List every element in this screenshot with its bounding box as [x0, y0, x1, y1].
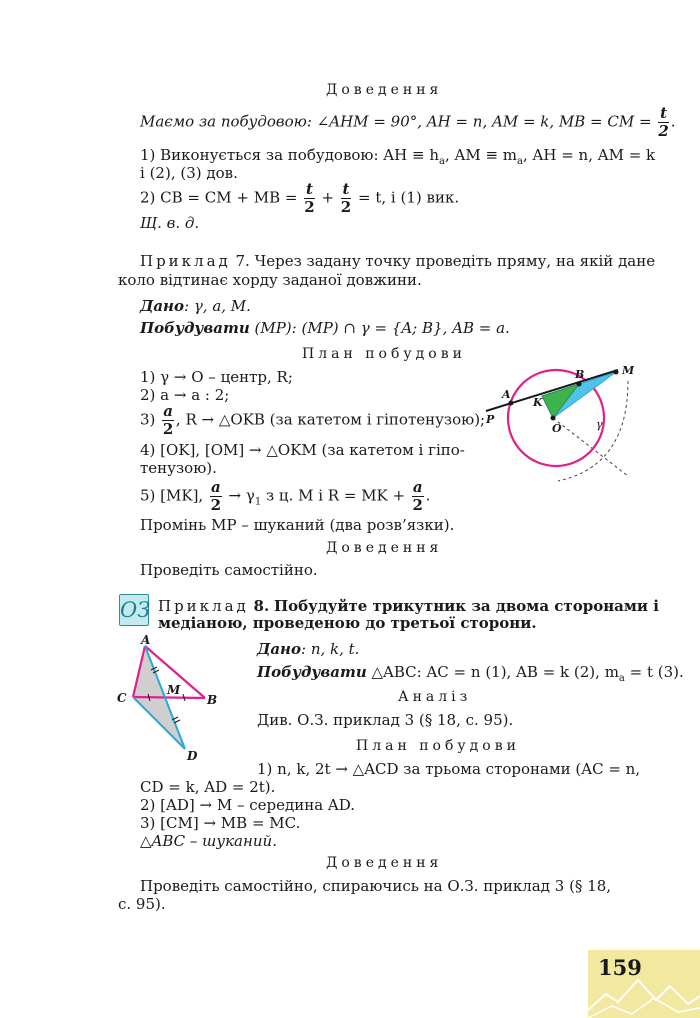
plan7-step4-line2: тенузою). [140, 459, 217, 477]
oz-badge: ОЗ [119, 594, 149, 626]
plan7-step3: 3) $\frac{a}{2}$ , R → △OKB (за катетом і гіпотенузою); [140, 402, 486, 438]
example7-text1: Через задану точку проведіть пряму, на якій дане [254, 252, 656, 270]
example8-construct: Побудувати △ABC: AC = n (1), AB = k (2), $m_a = t$ (3). [257, 663, 684, 684]
proof-heading-7: Доведення [326, 540, 443, 556]
circle-construction-figure [478, 356, 658, 486]
proof8-line2: с. 95). [118, 895, 166, 913]
figure8-label-a: A [141, 634, 151, 647]
example7-label: Приклад [140, 252, 231, 270]
proof1-step1: 1) Виконується за побудовою: AH ≡ $h_a$, AM ≡ $m_a$, AH = n, AM = k [140, 146, 656, 167]
plan8-step1-line2: CD = k, AD = 2t). [140, 778, 276, 796]
proof1-step2: 2) CB = CM + MB = $\frac{t}{2}$ + $\frac{t}{2}$ = t, і (1) вик. [140, 180, 460, 216]
plan-heading-7: План побудови [302, 346, 466, 362]
plan7-step1: 1) γ → O – центр, R; [140, 368, 293, 386]
figure-label-k: K [533, 396, 543, 409]
example7-construct: Побудувати (MP): (MP) ∩ γ = {A; B}, AB = a. [140, 319, 510, 337]
figure-label-o: O [552, 422, 562, 435]
example8-text2: медіаною, проведеною до третьої сторони. [158, 614, 537, 632]
example8-given: Дано: n, k, t. [257, 640, 360, 658]
figure-label-b: B [575, 368, 585, 381]
figure-label-a: A [502, 388, 511, 401]
plan8-step2: 2) [AD] → M – середина AD. [140, 796, 356, 814]
example7-number: 7. [235, 252, 250, 270]
proof8-line1: Проведіть самостійно, спираючись на О.З. приклад 3 (§ 18, [140, 877, 612, 895]
plan7-step2: 2) a → a : 2; [140, 386, 230, 404]
plan8-result: △ABC – шуканий. [140, 832, 277, 850]
fraction-a-over-2: $\frac{a}{2}$ [210, 478, 222, 514]
figure8-label-b: B [207, 693, 218, 707]
figure8-label-d: D [187, 749, 198, 763]
plan7-step4-line1: 4) [OK], [OM] → △OKM (за катетом і гіпо- [140, 441, 465, 459]
example8-number: 8. [253, 597, 270, 615]
example8-line1 [158, 597, 659, 615]
fraction-a-over-2: $\frac{a}{2}$ [162, 402, 174, 438]
fraction-t-over-2: $\frac{t}{2}$ [304, 180, 315, 216]
figure-label-gamma: γ [596, 418, 603, 431]
proof1-step1-line2: і (2), (3) дов. [140, 164, 238, 182]
figure8-label-m: M [167, 683, 181, 697]
plan7-step5: 5) [MK], $\frac{a}{2}$ → $\gamma_1$ з ц. M і R = MK + $\frac{a}{2}$ . [140, 478, 431, 514]
plan7-ray-line: Промінь MP – шуканий (два розв’язки). [140, 516, 455, 534]
figure-label-p: P [486, 413, 495, 426]
plan8-step1-line1: 1) n, k, 2t → △ACD за трьома сторонами (AC = n, [257, 760, 641, 778]
fraction-a-over-2: $\frac{a}{2}$ [412, 478, 423, 514]
proof-heading-8: Доведення [326, 855, 443, 871]
qed-mark: Щ. в. д. [140, 214, 200, 232]
page-number: 159 [598, 955, 642, 980]
example7-line1 [140, 252, 655, 270]
analysis-heading: Аналіз [398, 689, 472, 705]
example7-given: Дано: γ, a, M. [140, 297, 251, 315]
proof1-given-line: Маємо за побудовою: ∠AHM = 90°, AH = n, AM = k, MB = CM = $\frac{t}{2}$ . [140, 104, 676, 140]
plan8-step3: 3) [CM] → MB = MC. [140, 814, 301, 832]
fraction-t-over-2: $\frac{t}{2}$ [658, 104, 669, 140]
analysis-text: Див. О.З. приклад 3 (§ 18, с. 95). [257, 711, 514, 729]
proof-heading-1: Доведення [326, 82, 443, 98]
example7-text2: коло відтинає хорду заданої довжини. [118, 271, 422, 289]
plan-heading-8: План побудови [356, 738, 520, 754]
triangle-median-figure [115, 634, 225, 764]
proof7-text: Проведіть самостійно. [140, 561, 318, 579]
figure8-label-c: C [117, 691, 127, 705]
dashed-line-om [553, 418, 628, 476]
example8-label: Приклад [158, 597, 249, 615]
proof1-given-text: Маємо за побудовою: ∠AHM = 90°, AH = n, AM = k, MB = CM = [140, 112, 652, 131]
figure-label-m: M [622, 364, 635, 377]
fraction-t-over-2: $\frac{t}{2}$ [340, 180, 352, 216]
example8-text1: Побудуйте трикутник за двома сторонами і [274, 597, 659, 615]
